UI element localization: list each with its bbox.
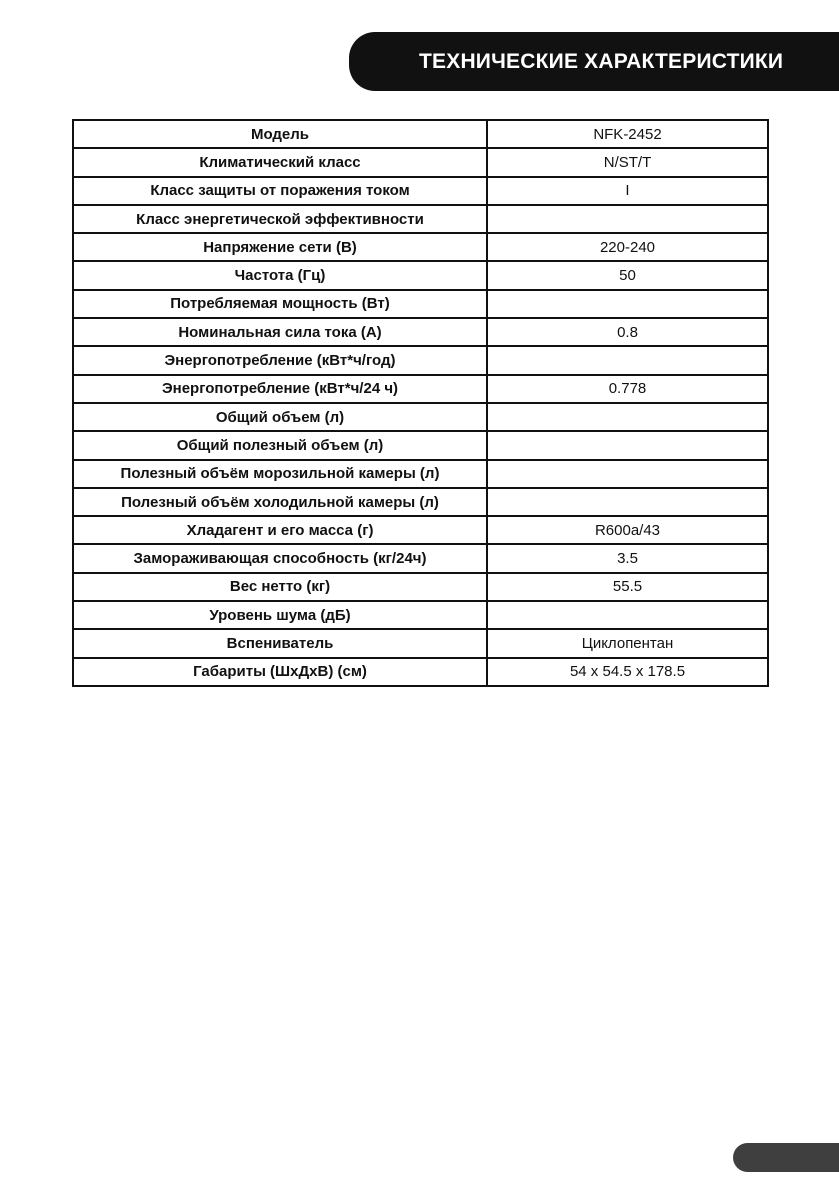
spec-value xyxy=(487,403,768,431)
table-row xyxy=(73,516,768,544)
table-row xyxy=(73,629,768,657)
table-row xyxy=(73,318,768,346)
table-row xyxy=(73,601,768,629)
table-row xyxy=(73,488,768,516)
spec-value: R600a/43 xyxy=(487,516,768,544)
spec-value xyxy=(487,601,768,629)
spec-label: Класс защиты от поражения током xyxy=(73,177,487,205)
spec-label: Общий полезный объем (л) xyxy=(73,431,487,459)
table-row xyxy=(73,375,768,403)
table-row xyxy=(73,544,768,572)
spec-label: Полезный объём холодильной камеры (л) xyxy=(73,488,487,516)
spec-label: Потребляемая мощность (Вт) xyxy=(73,290,487,318)
table-row xyxy=(73,290,768,318)
spec-label: Энергопотребление (кВт*ч/24 ч) xyxy=(73,375,487,403)
spec-label: Номинальная сила тока (А) xyxy=(73,318,487,346)
section-title: ТЕХНИЧЕСКИЕ ХАРАКТЕРИСТИКИ xyxy=(419,49,784,73)
spec-value: 55.5 xyxy=(487,573,768,601)
spec-value: NFK-2452 xyxy=(487,120,768,148)
table-row xyxy=(73,205,768,233)
spec-label: Габариты (ШхДхВ) (см) xyxy=(73,658,487,686)
table-row xyxy=(73,261,768,289)
spec-value xyxy=(487,488,768,516)
table-row xyxy=(73,658,768,686)
spec-label: Частота (Гц) xyxy=(73,261,487,289)
spec-label: Хладагент и его масса (г) xyxy=(73,516,487,544)
spec-value xyxy=(487,205,768,233)
spec-value: N/ST/T xyxy=(487,148,768,176)
spec-label: Уровень шума (дБ) xyxy=(73,601,487,629)
spec-value xyxy=(487,290,768,318)
spec-label: Напряжение сети (В) xyxy=(73,233,487,261)
spec-label: Климатический класс xyxy=(73,148,487,176)
spec-label: Общий объем (л) xyxy=(73,403,487,431)
table-row xyxy=(73,403,768,431)
table-row xyxy=(73,573,768,601)
spec-label: Энергопотребление (кВт*ч/год) xyxy=(73,346,487,374)
spec-value xyxy=(487,460,768,488)
spec-label: Полезный объём морозильной камеры (л) xyxy=(73,460,487,488)
table-row xyxy=(73,148,768,176)
spec-value: 0.778 xyxy=(487,375,768,403)
table-row xyxy=(73,177,768,205)
spec-label: Вес нетто (кг) xyxy=(73,573,487,601)
spec-value xyxy=(487,346,768,374)
spec-label: Класс энергетической эффективности xyxy=(73,205,487,233)
table-row xyxy=(73,346,768,374)
spec-value: I xyxy=(487,177,768,205)
table-row xyxy=(73,233,768,261)
spec-label: Вспениватель xyxy=(73,629,487,657)
specifications-table xyxy=(72,119,769,687)
spec-value: 0.8 xyxy=(487,318,768,346)
spec-value: Циклопентан xyxy=(487,629,768,657)
table-row xyxy=(73,120,768,148)
table-row xyxy=(73,460,768,488)
page-number-tab xyxy=(733,1143,839,1172)
spec-value: 54 x 54.5 x 178.5 xyxy=(487,658,768,686)
table-row xyxy=(73,431,768,459)
spec-value: 50 xyxy=(487,261,768,289)
spec-value: 220-240 xyxy=(487,233,768,261)
spec-value: 3.5 xyxy=(487,544,768,572)
spec-label: Модель xyxy=(73,120,487,148)
section-header-tab xyxy=(349,32,839,91)
spec-value xyxy=(487,431,768,459)
spec-label: Замораживающая способность (кг/24ч) xyxy=(73,544,487,572)
